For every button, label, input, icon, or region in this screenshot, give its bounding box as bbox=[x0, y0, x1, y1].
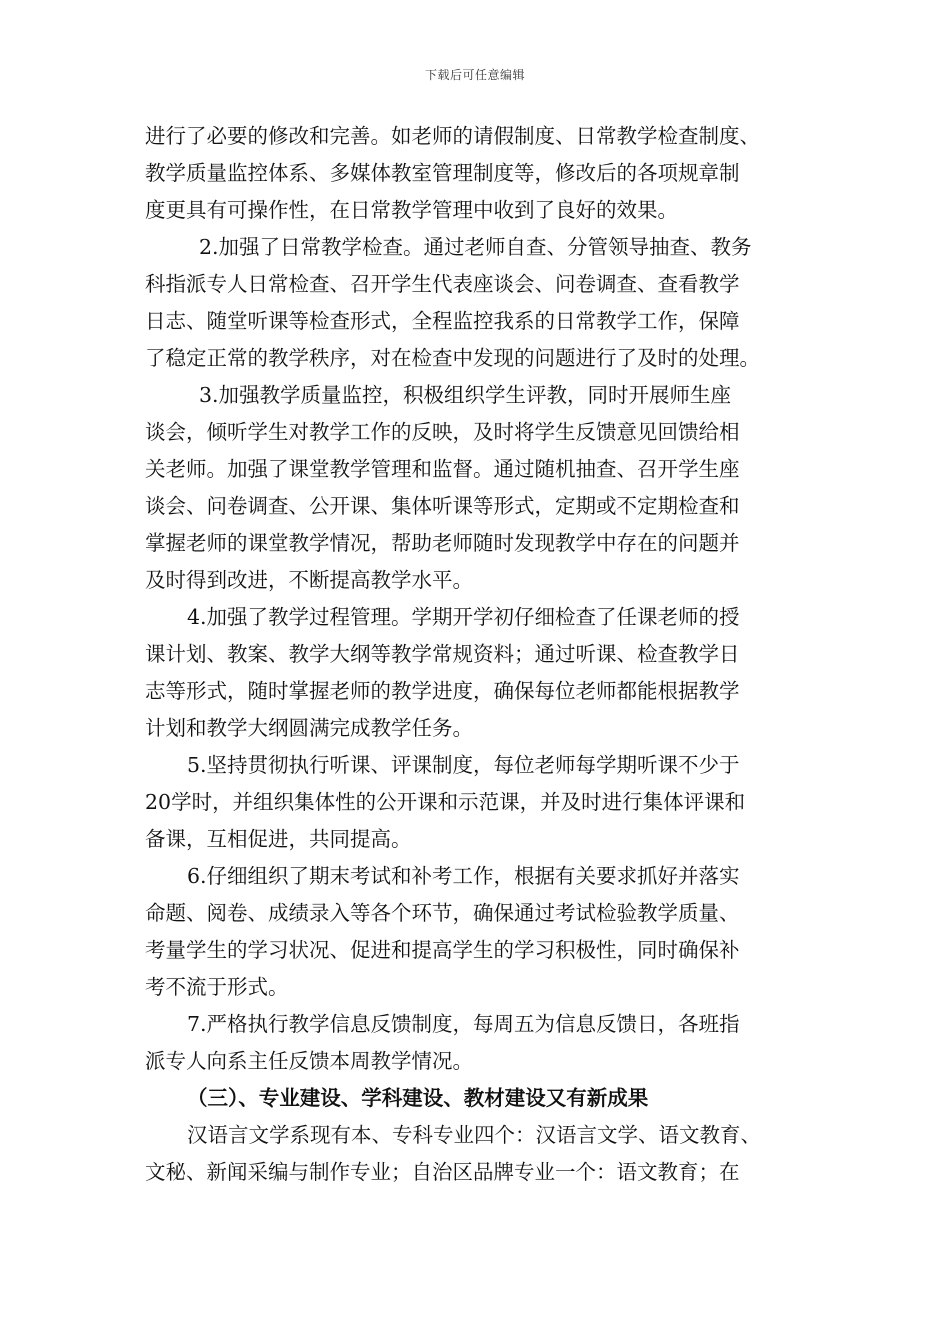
text-line: 关老师。加强了课堂教学管理和监督。通过随机抽查、召开学生座 bbox=[145, 457, 740, 481]
paragraph-start: 3.加强教学质量监控，积极组织学生评教，同时开展师生座 bbox=[199, 383, 732, 407]
text-line: 文秘、新闻采编与制作专业；自治区品牌专业一个：语文教育；在 bbox=[145, 1160, 740, 1184]
paragraph-start: 汉语言文学系现有本、专科专业四个：汉语言文学、语文教育、 bbox=[187, 1123, 761, 1147]
text-line: 掌握老师的课堂教学情况，帮助老师随时发现教学中存在的问题并 bbox=[145, 531, 740, 555]
paragraph-start: 4.加强了教学过程管理。学期开学初仔细检查了任课老师的授 bbox=[187, 605, 740, 629]
text-line: 20学时，并组织集体性的公开课和示范课，并及时进行集体评课和 bbox=[145, 790, 746, 814]
text-line: 课计划、教案、教学大纲等教学常规资料；通过听课、检查教学日 bbox=[145, 642, 740, 666]
text-line: 计划和教学大纲圆满完成教学任务。 bbox=[145, 716, 473, 740]
text-line: 进行了必要的修改和完善。如老师的请假制度、日常教学检查制度、 bbox=[145, 124, 760, 148]
section-heading: （三）、专业建设、学科建设、教材建设又有新成果 bbox=[187, 1086, 649, 1110]
text-line: 度更具有可操作性，在日常教学管理中收到了良好的效果。 bbox=[145, 198, 678, 222]
paragraph-start: 5.坚持贯彻执行听课、评课制度，每位老师每学期听课不少于 bbox=[187, 753, 740, 777]
text-line: 考不流于形式。 bbox=[145, 975, 289, 999]
text-line: 及时得到改进，不断提高教学水平。 bbox=[145, 568, 473, 592]
text-line: 谈会、问卷调查、公开课、集体听课等形式，定期或不定期检查和 bbox=[145, 494, 740, 518]
paragraph-start: 7.严格执行教学信息反馈制度，每周五为信息反馈日，各班指 bbox=[187, 1012, 740, 1036]
text-line: 派专人向系主任反馈本周教学情况。 bbox=[145, 1049, 473, 1073]
document-body bbox=[145, 118, 807, 1191]
paragraph-start: 2.加强了日常教学检查。通过老师自查、分管领导抽查、教务 bbox=[199, 235, 752, 259]
text-line: 备课，互相促进，共同提高。 bbox=[145, 827, 412, 851]
text-line: 日志、随堂听课等检查形式，全程监控我系的日常教学工作，保障 bbox=[145, 309, 740, 333]
text-line: 了稳定正常的教学秩序，对在检查中发现的问题进行了及时的处理。 bbox=[145, 346, 760, 370]
text-line: 谈会，倾听学生对教学工作的反映，及时将学生反馈意见回馈给相 bbox=[145, 420, 740, 444]
text-line: 教学质量监控体系、多媒体教室管理制度等，修改后的各项规章制 bbox=[145, 161, 740, 185]
text-line: 考量学生的学习状况、促进和提高学生的学习积极性，同时确保补 bbox=[145, 938, 740, 962]
text-line: 命题、阅卷、成绩录入等各个环节，确保通过考试检验教学质量、 bbox=[145, 901, 740, 925]
text-line: 科指派专人日常检查、召开学生代表座谈会、问卷调查、查看教学 bbox=[145, 272, 740, 296]
paragraph-start: 6.仔细组织了期末考试和补考工作，根据有关要求抓好并落实 bbox=[187, 864, 740, 888]
text-line: 志等形式，随时掌握老师的教学进度，确保每位老师都能根据教学 bbox=[145, 679, 740, 703]
page-header: 下载后可任意编辑 bbox=[424, 68, 525, 82]
